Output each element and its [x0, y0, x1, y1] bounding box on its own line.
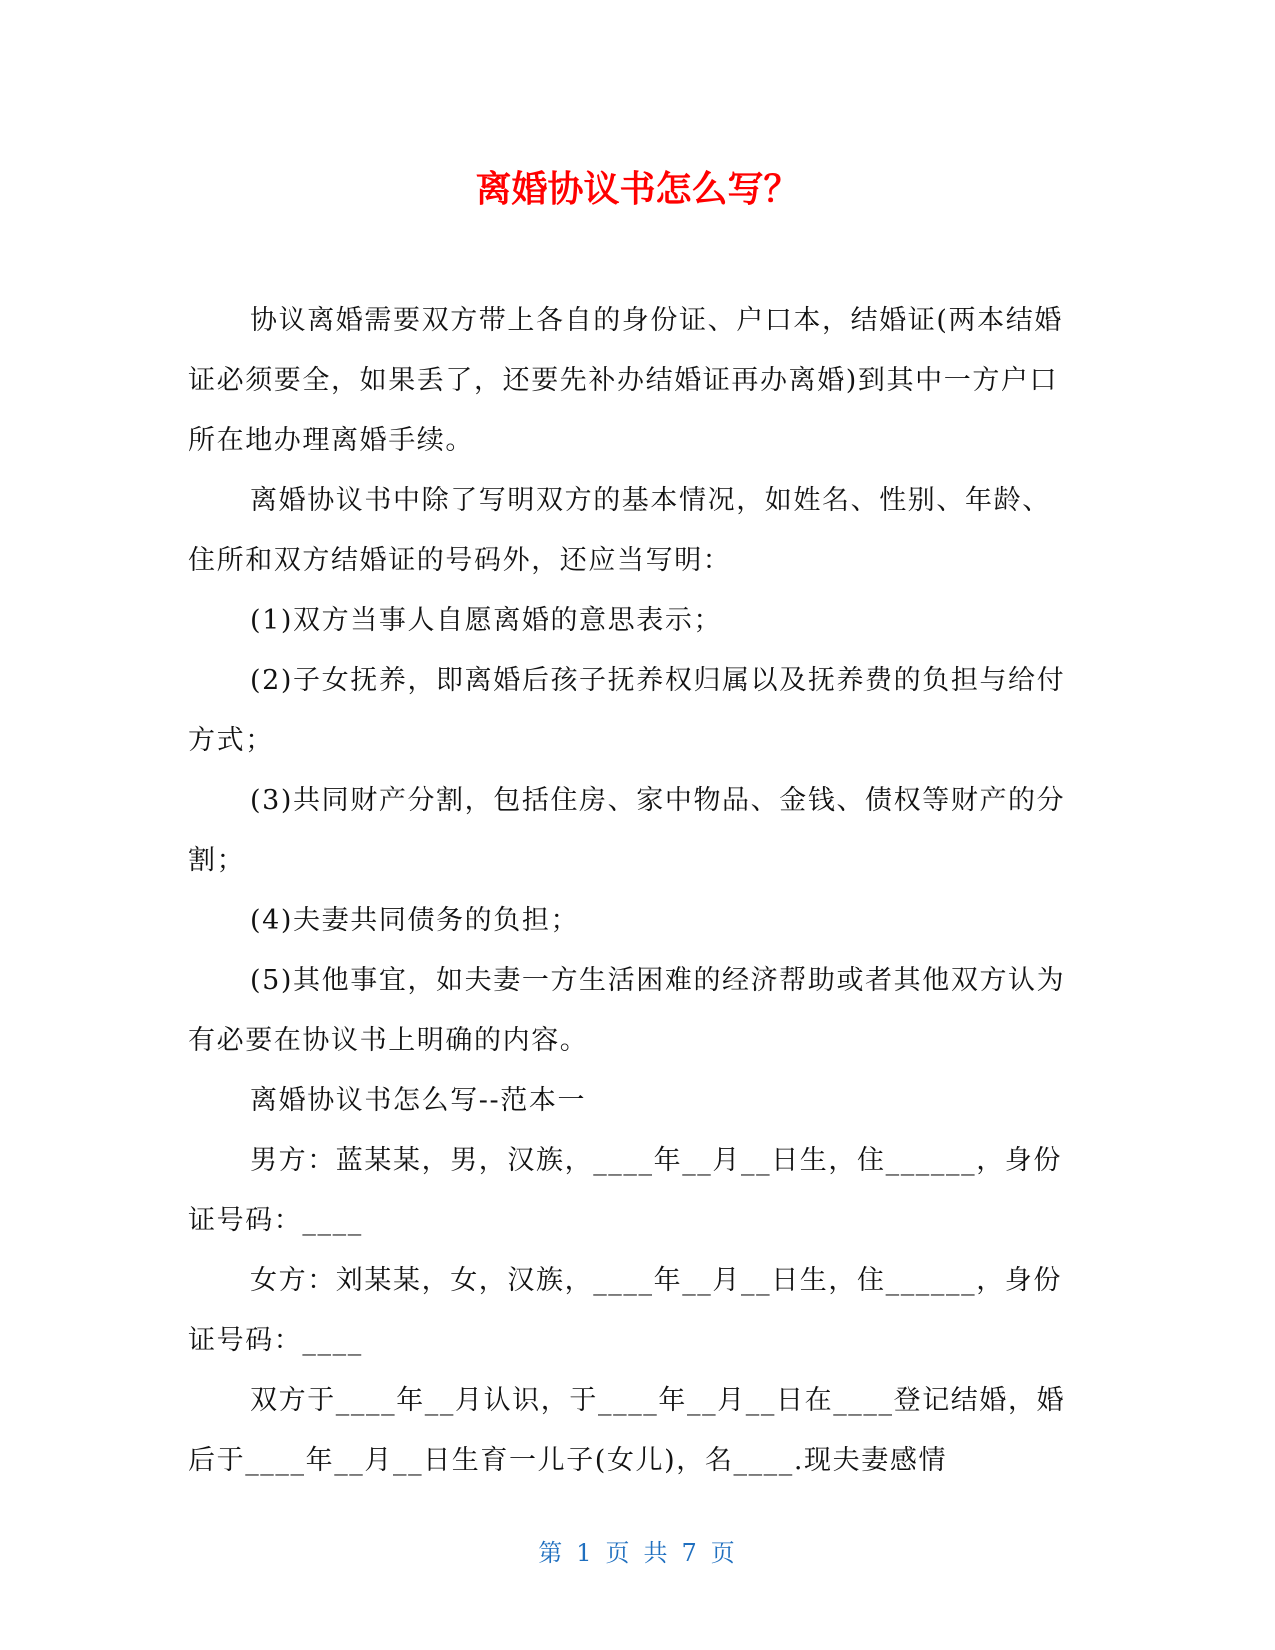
footer-current-page: 1 [576, 1539, 594, 1567]
list-item-3: (3)共同财产分割，包括住房、家中物品、金钱、债权等财产的分割； [188, 785, 1066, 876]
footer-page-word: 页 [605, 1539, 632, 1567]
marriage-history-line: 双方于____年__月认识，于____年__月__日在____登记结婚，婚后于____年__月__日生育一儿子(女儿)，名____.现夫妻感情 [188, 1385, 1066, 1476]
footer-suffix: 页 [710, 1539, 737, 1567]
paragraph-contents-intro: 离婚协议书中除了写明双方的基本情况，如姓名、性别、年龄、住所和双方结婚证的号码外，还应当写明： [188, 485, 1051, 576]
document-body [188, 291, 1068, 1491]
footer-total-word: 共 [643, 1539, 670, 1567]
footer-total-pages: 7 [681, 1539, 699, 1567]
male-party-line: 男方：蓝某某，男，汉族，____年__月__日生，住______，身份证号码：____ [188, 1145, 1062, 1236]
paragraph-requirements: 协议离婚需要双方带上各自的身份证、户口本，结婚证(两本结婚证必须要全，如果丢了，还要先补办结婚证再办离婚)到其中一方户口所在地办理离婚手续。 [188, 305, 1063, 456]
list-item-1: (1)双方当事人自愿离婚的意思表示； [250, 605, 723, 636]
list-item-5: (5)其他事宜，如夫妻一方生活困难的经济帮助或者其他双方认为有必要在协议书上明确的内容。 [188, 965, 1066, 1056]
female-party-line: 女方：刘某某，女，汉族，____年__月__日生，住______，身份证号码：____ [188, 1265, 1062, 1356]
list-item-2: (2)子女抚养，即离婚后孩子抚养权归属以及抚养费的负担与给付方式； [188, 665, 1066, 756]
document-title: 离婚协议书怎么写？ [475, 169, 800, 210]
page-footer [0, 1538, 1275, 1568]
footer-prefix: 第 [538, 1539, 565, 1567]
list-item-4: (4)夫妻共同债务的负担； [250, 905, 580, 936]
template-heading: 离婚协议书怎么写--范本一 [250, 1085, 587, 1116]
